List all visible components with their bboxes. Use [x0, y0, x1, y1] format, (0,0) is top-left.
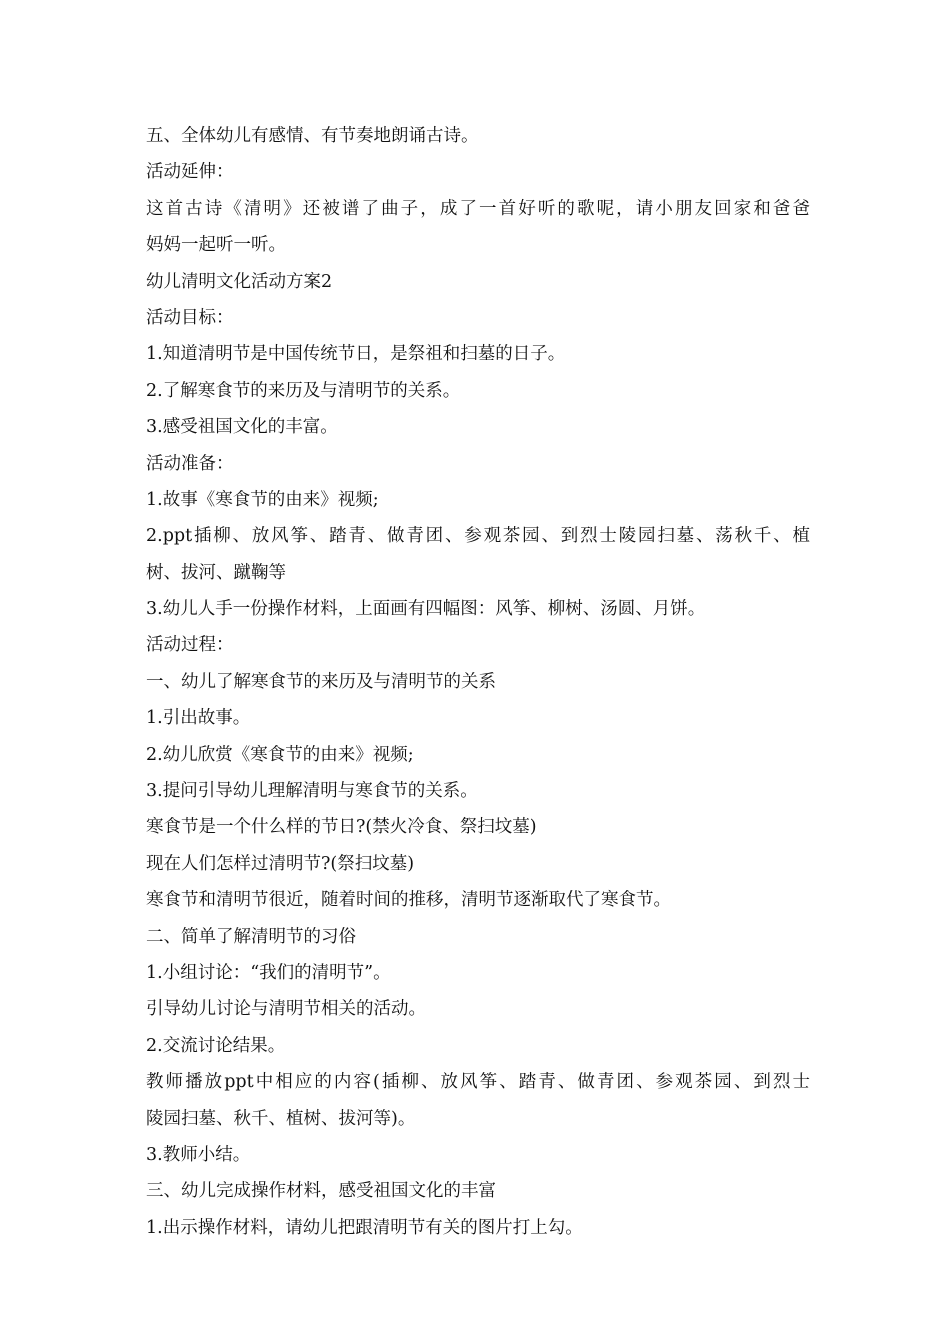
subsection-heading: 一、幼儿了解寒食节的来历及与清明节的关系 [146, 671, 496, 692]
list-item: 1.故事《寒食节的由来》视频; [146, 489, 379, 510]
list-item: 1.小组讨论：“我们的清明节”。 [146, 962, 391, 983]
section-heading: 活动延伸： [146, 162, 234, 183]
list-item: 3.幼儿人手一份操作材料，上面画有四幅图：风筝、柳树、汤圆、月饼。 [146, 599, 706, 620]
list-item: 3.提问引导幼儿理解清明与寒食节的关系。 [146, 781, 478, 802]
list-item: 3.感受祖国文化的丰富。 [146, 417, 338, 438]
section-heading: 活动准备： [146, 453, 234, 474]
text-line: 这首古诗《清明》还被谱了曲子，成了一首好听的歌呢，请小朋友回家和爸爸 [146, 198, 810, 219]
subsection-heading: 三、幼儿完成操作材料，感受祖国文化的丰富 [146, 1181, 496, 1202]
text-line: 教师播放ppt中相应的内容(插柳、放风筝、踏青、做青团、参观茶园、到烈士 [146, 1072, 810, 1093]
list-item: 2.交流讨论结果。 [146, 1035, 286, 1056]
text-line: 五、全体幼儿有感情、有节奏地朗诵古诗。 [146, 126, 479, 146]
list-item: 1.知道清明节是中国传统节日，是祭祖和扫墓的日子。 [146, 344, 566, 365]
text-line: 陵园扫墓、秋千、植树、拔河等)。 [146, 1108, 416, 1129]
subsection-heading: 二、简单了解清明节的习俗 [146, 926, 356, 947]
list-item: 2.了解寒食节的来历及与清明节的关系。 [146, 380, 461, 401]
list-item: 2.幼儿欣赏《寒食节的由来》视频; [146, 744, 414, 765]
section-heading: 活动过程： [146, 635, 234, 656]
document-title: 幼儿清明文化活动方案2 [146, 271, 333, 292]
list-item: 1.引出故事。 [146, 708, 251, 729]
list-item: 2.ppt插柳、放风筝、踏青、做青团、参观茶园、到烈士陵园扫墓、荡秋千、植 [146, 526, 810, 547]
list-item: 3.教师小结。 [146, 1144, 251, 1165]
text-line: 树、拔河、蹴鞠等 [146, 562, 286, 583]
text-line: 现在人们怎样过清明节?(祭扫坟墓) [146, 853, 415, 874]
text-line: 寒食节是一个什么样的节日?(禁火冷食、祭扫坟墓) [146, 817, 537, 838]
text-line: 引导幼儿讨论与清明节相关的活动。 [146, 999, 426, 1020]
section-heading: 活动目标： [146, 307, 234, 328]
list-item: 1.出示操作材料，请幼儿把跟清明节有关的图片打上勾。 [146, 1217, 583, 1238]
text-line: 寒食节和清明节很近，随着时间的推移，清明节逐渐取代了寒食节。 [146, 890, 671, 911]
document-page [146, 118, 810, 1246]
text-line: 妈妈一起听一听。 [146, 235, 286, 256]
